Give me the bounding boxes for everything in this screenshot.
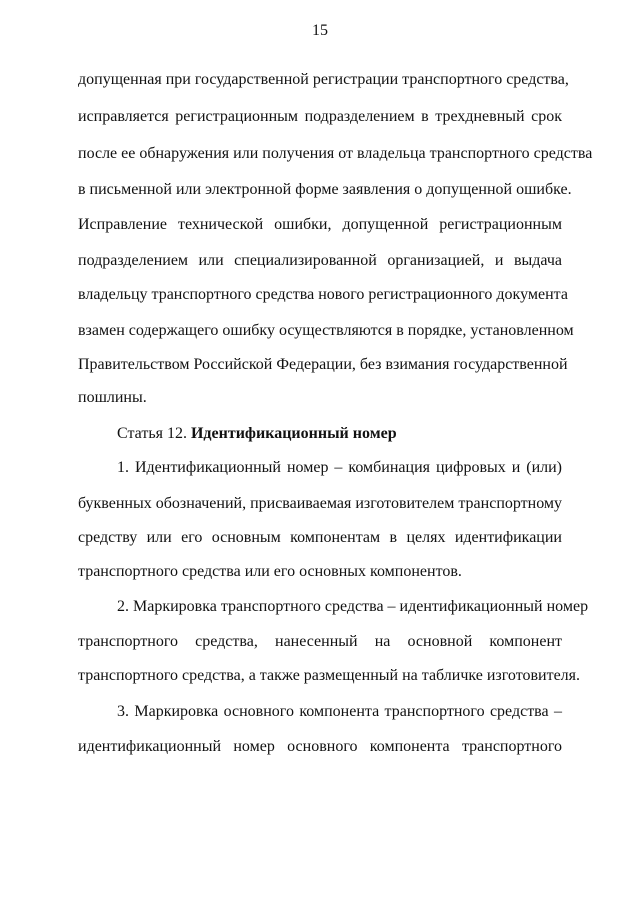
text-line: средству или его основным компонентам в целях идентификации [78,529,562,546]
text-line: исправляется регистрационным подразделением в трехдневный срок [78,108,562,125]
text-line: Правительством Российской Федерации, без взимания государственной [78,356,568,373]
text-line: идентификационный номер основного компонента транспортного [78,738,562,755]
text-line: транспортного средства, нанесенный на основной компонент [78,633,562,650]
article-prefix: Статья 12. [117,425,191,442]
text-line: 2. Маркировка транспортного средства – идентификационный номер [117,598,589,615]
text-line: 1. Идентификационный номер – комбинация цифровых и (или) [117,459,562,476]
text-line: после ее обнаружения или получения от владельца транспортного средства [78,145,593,162]
text-line: Исправление технической ошибки, допущенной регистрационным [78,216,562,233]
text-line: владельцу транспортного средства нового регистрационного документа [78,286,568,303]
text-line: взамен содержащего ошибку осуществляются в порядке, установленном [78,322,574,339]
text-line: допущенная при государственной регистрации транспортного средства, [78,71,569,88]
article-title: Идентификационный номер [190,425,397,442]
text-line: пошлины. [78,389,147,406]
text-line: 3. Маркировка основного компонента транспортного средства – [117,703,562,720]
text-line: подразделением или специализированной организацией, и выдача [78,252,562,269]
text-line: транспортного средства или его основных компонентов. [78,563,462,580]
page-number: 15 [312,22,328,39]
text-line: транспортного средства, а также размещенный на табличке изготовителя. [78,667,581,684]
article-heading [117,424,562,444]
text-line: в письменной или электронной форме заявления о допущенной ошибке. [78,181,572,198]
text-line: буквенных обозначений, присваиваемая изготовителем транспортному [78,495,563,512]
